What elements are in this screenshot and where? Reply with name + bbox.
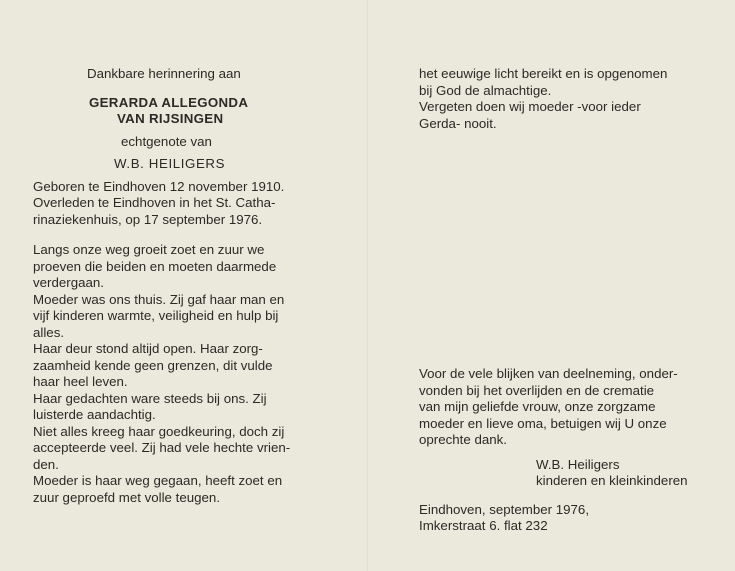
text-line: alles. — [33, 324, 65, 340]
spouse-name: W.B. HEILIGERS — [114, 156, 226, 171]
text-line: het eeuwige licht bereikt en is opgenomen — [419, 66, 668, 81]
hospital-line: rinaziekenhuis, op 17 september 1976. — [33, 211, 263, 227]
deceased-name-line2: VAN RIJSINGEN — [117, 111, 224, 126]
signature-name: W.B. Heiligers — [536, 456, 620, 472]
text-line: verdergaan. — [33, 275, 104, 290]
acknowledgement-block — [419, 366, 714, 535]
right-page-top — [419, 66, 714, 132]
birth-line: Geboren te Eindhoven 12 november 1910. — [33, 178, 285, 194]
deceased-name-line1: GERARDA ALLEGONDA — [89, 94, 249, 110]
ack-line: vonden bij het overlijden en de crematie — [419, 382, 655, 398]
ack-line: moeder en lieve oma, betuigen wij U onze — [419, 415, 667, 431]
ack-line: Voor de vele blijken van deelneming, onder- — [419, 366, 678, 381]
ack-line: oprechte dank. — [419, 432, 507, 447]
text-line: Gerda- nooit. — [419, 115, 497, 131]
text-line: haar heel leven. — [33, 374, 128, 389]
text-line: zaamheid kende geen grenzen, dit vulde — [33, 357, 273, 373]
intro-text: Dankbare herinnering aan — [87, 66, 241, 81]
place-date: Eindhoven, september 1976, — [419, 501, 590, 517]
left-page — [33, 66, 338, 506]
text-line: accepteerde veel. Zij had vele hechte vrien- — [33, 440, 291, 455]
spouse-intro: echtgenote van — [121, 133, 212, 149]
signature-family: kinderen en kleinkinderen — [536, 473, 688, 488]
text-line: den. — [33, 456, 59, 472]
text-line: Moeder was ons thuis. Zij gaf haar man en — [33, 291, 285, 307]
text-line: vijf kinderen warmte, veiligheid en hulp bij — [33, 308, 279, 323]
text-line: Haar deur stond altijd open. Haar zorg- — [33, 341, 263, 356]
ack-line: van mijn geliefde vrouw, onze zorgzame — [419, 399, 656, 414]
text-line: Haar gedachten ware steeds bij ons. Zij — [33, 390, 267, 406]
text-line: Niet alles kreeg haar goedkeuring, doch zij — [33, 423, 285, 439]
text-line: Vergeten doen wij moeder -voor ieder — [419, 99, 641, 114]
text-line: Moeder is haar weg gegaan, heeft zoet en — [33, 473, 283, 488]
address: Imkerstraat 6. flat 232 — [419, 518, 548, 533]
text-line: bij God de almachtige. — [419, 82, 552, 98]
text-line: Langs onze weg groeit zoet en zuur we — [33, 242, 265, 257]
text-line: luisterde aandachtig. — [33, 407, 156, 422]
death-line: Overleden te Eindhoven in het St. Catha- — [33, 195, 276, 210]
card-fold — [367, 0, 369, 571]
text-line: zuur geproefd met volle teugen. — [33, 489, 221, 505]
text-line: proeven die beiden en moeten daarmede — [33, 258, 277, 274]
